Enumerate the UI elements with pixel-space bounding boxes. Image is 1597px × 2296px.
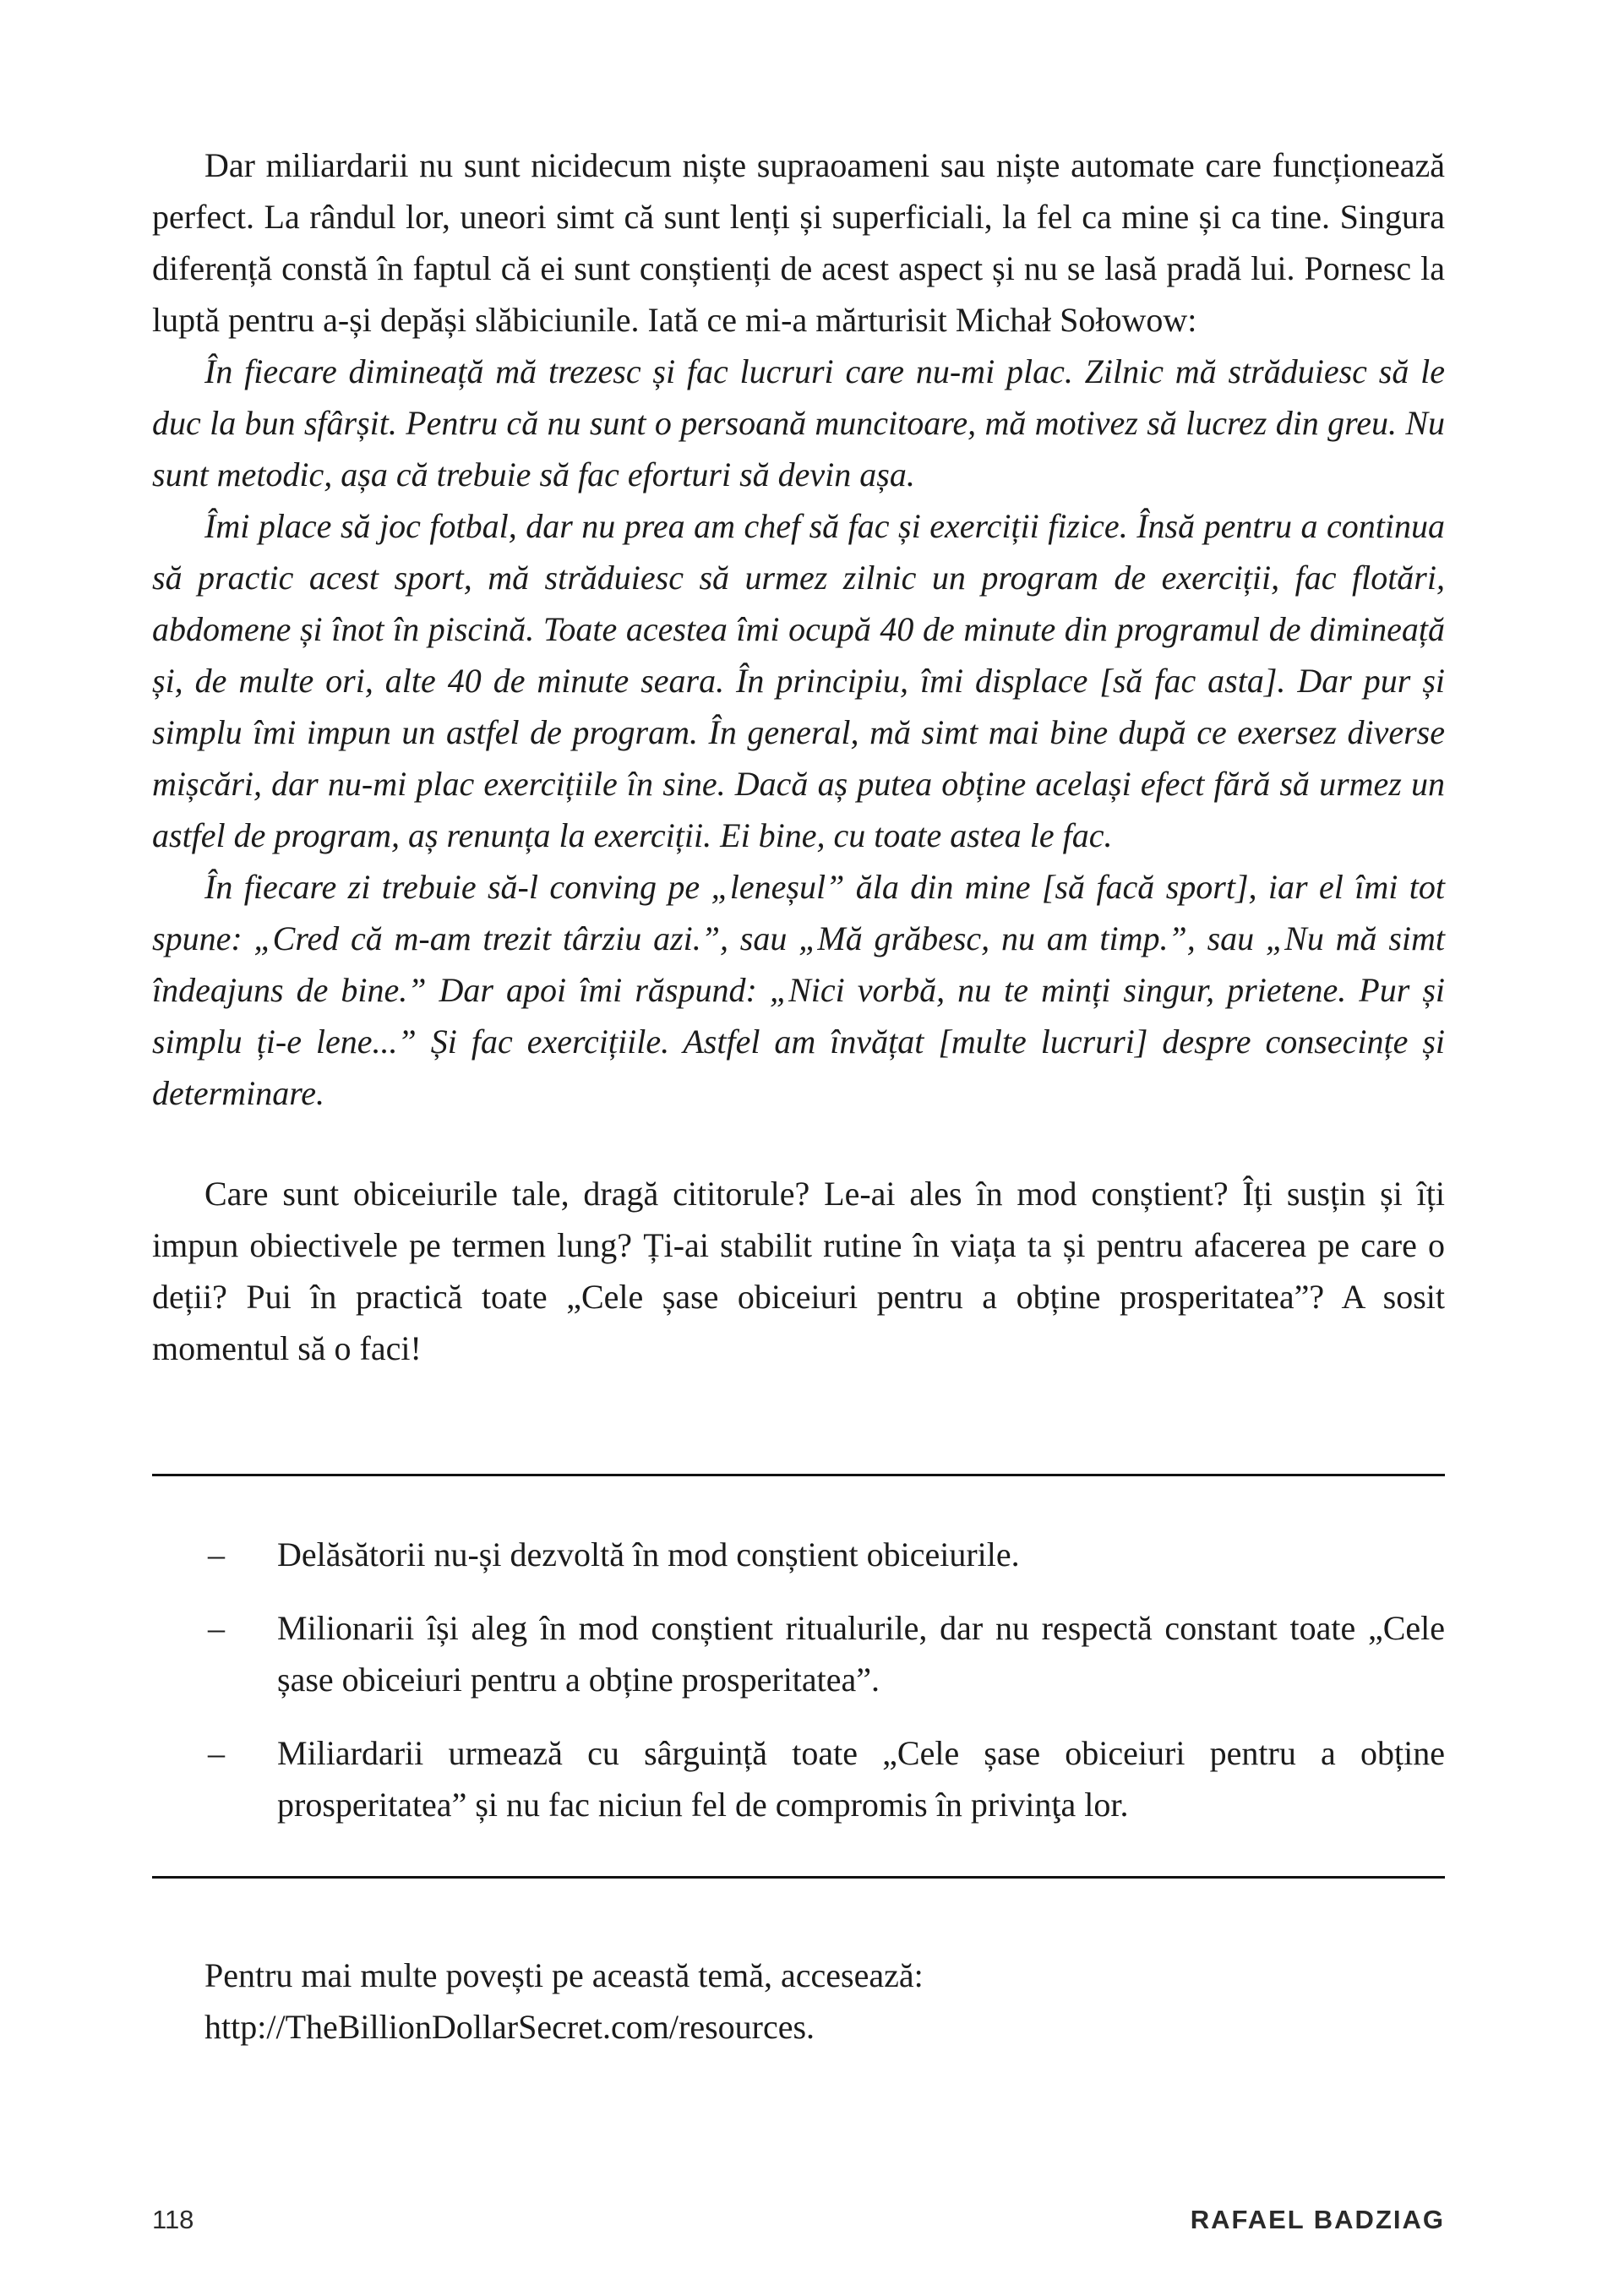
resources-text: Pentru mai multe povești pe această temă, accesează: <box>204 1956 924 1994</box>
list-item-text: Milionarii își aleg în mod conștient ritualurile, dar nu respectă constant toate „Cele șase obiceiuri pentru a obține prosperitatea”. <box>277 1609 1445 1699</box>
resources-url: http://TheBillionDollarSecret.com/resources. <box>204 2008 815 2046</box>
running-footer-author: RAFAEL BADZIAG <box>1190 2205 1445 2234</box>
dash-marker: – <box>208 1734 225 1772</box>
closing-paragraph: Care sunt obiceiurile tale, dragă cititorule? Le-ai ales în mod conștient? Îți susțin și îți impun obiectivele pe termen lung? Ți-ai stabilit rutine în viața ta și pentru afacerea pe care o deții? Pui în practică toate „Cele șase obiceiuri pentru a obține prosperitatea”? A sosit momentul să o faci! <box>152 1175 1445 1367</box>
quote-paragraph-3: În fiecare zi trebuie să-l conving pe „leneșul” ăla din mine [să facă sport], iar el îmi tot spune: „Cred că m-am trezit târziu azi.”, sau „Mă grăbesc, nu am timp.”, sau „Nu mă simt îndeajuns de bine.” Dar apoi îmi răspund: „Nici vorbă, nu te minți singur, prietene. Pur și simplu ți-e lene...” Și fac exercițiile. Astfel am învățat [multe lucruri] despre consecințe și determinare. <box>152 868 1445 1112</box>
summary-list <box>152 1529 1445 1830</box>
intro-paragraph: Dar miliardarii nu sunt nicidecum niște supraoameni sau niște automate care funcționează perfect. La rândul lor, uneori simt că sunt lenți și superficiali, la fel ca mine și ca tine. Singura diferență constă în faptul că ei sunt conștienți de acest aspect și nu se lasă pradă lui. Pornesc la luptă pentru a-și depăși slăbiciunile. Iată ce mi-a mărturisit Michał Sołowow: <box>152 146 1445 339</box>
list-item <box>208 1529 1445 1580</box>
separator-line-top <box>152 1474 1445 1476</box>
resources-note <box>152 1950 1445 2053</box>
list-item <box>208 1602 1445 1705</box>
page-number: 118 <box>152 2205 194 2234</box>
list-item-text: Miliardarii urmează cu sârguință toate „Cele șase obiceiuri pentru a obține prosperitatea” și nu fac niciun fel de compromis în privinţa lor. <box>277 1734 1445 1824</box>
dash-marker: – <box>208 1535 225 1573</box>
list-item-text: Delăsătorii nu-și dezvoltă în mod conștient obiceiurile. <box>277 1535 1020 1573</box>
page-body <box>152 139 1445 2053</box>
list-item <box>208 1727 1445 1830</box>
quote-paragraph-2: Îmi place să joc fotbal, dar nu prea am chef să fac și exerciții fizice. Însă pentru a continua să practic acest sport, mă străduiesc să urmez zilnic un program de exerciții, fac flotări, abdomene și înot în piscină. Toate acestea îmi ocupă 40 de minute din programul de dimineață și, de multe ori, alte 40 de minute seara. În principiu, îmi displace [să fac asta]. Dar pur și simplu îmi impun un astfel de program. În general, mă simt mai bine după ce exersez diverse mișcări, dar nu-mi plac exercițiile în sine. Dacă aș putea obține același efect fără să urmez un astfel de program, aș renunța la exerciții. Ei bine, cu toate astea le fac. <box>152 507 1445 854</box>
page-footer <box>152 2205 1445 2235</box>
dash-marker: – <box>208 1609 225 1647</box>
separator-line-bottom <box>152 1876 1445 1879</box>
quote-paragraph-1: În fiecare dimineață mă trezesc și fac lucruri care nu-mi plac. Zilnic mă străduiesc să le duc la bun sfârșit. Pentru că nu sunt o persoană muncitoare, mă motivez să lucrez din greu. Nu sunt metodic, așa că trebuie să fac eforturi să devin așa. <box>152 352 1445 494</box>
